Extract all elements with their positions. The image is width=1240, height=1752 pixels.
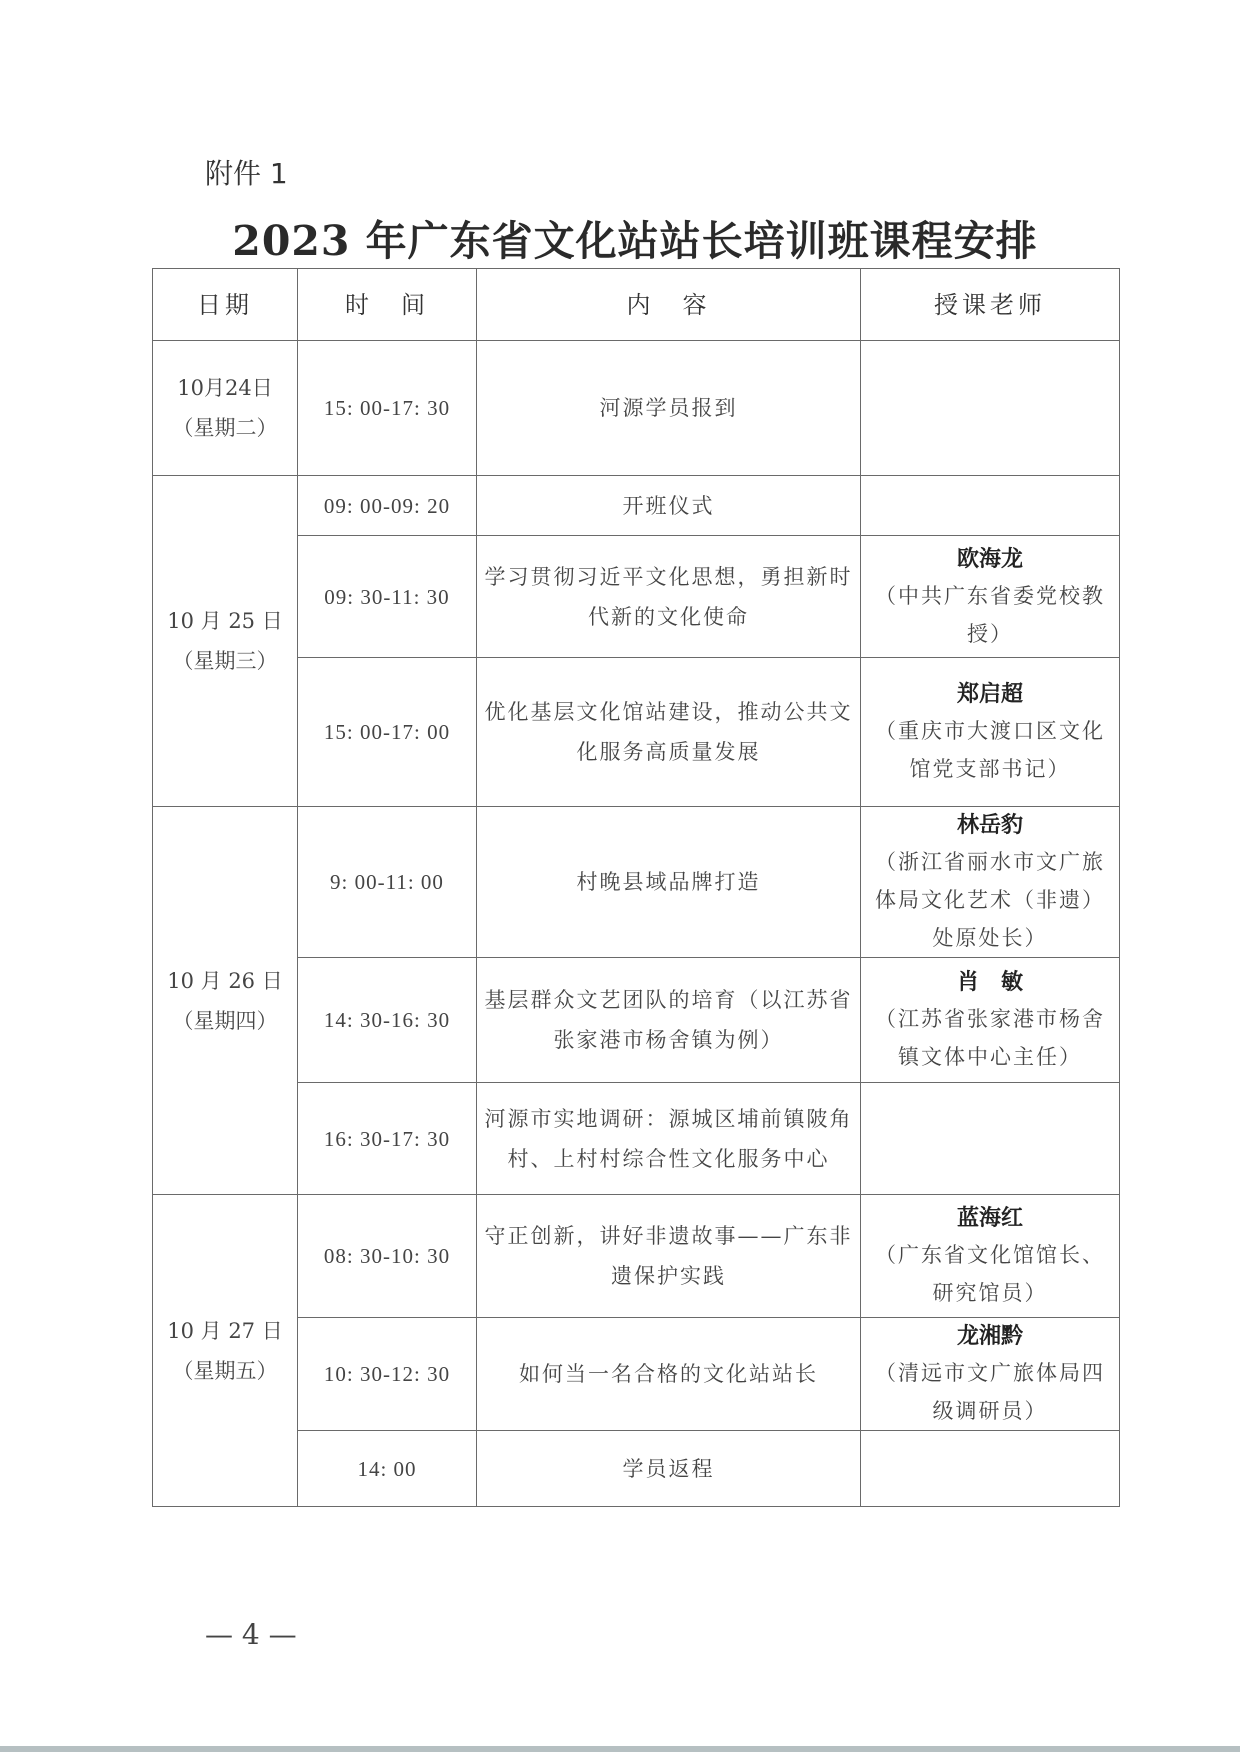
attachment-label: 附件 1 [205, 157, 288, 190]
content-cell: 学员返程 [477, 1431, 861, 1507]
table-row [153, 958, 1120, 1083]
table-row [153, 536, 1120, 658]
table-row [153, 476, 1120, 536]
teacher-cell [861, 341, 1120, 476]
time-cell: 10: 30-12: 30 [298, 1318, 477, 1431]
teacher-cell [861, 1195, 1120, 1318]
weekday: （星期二） [172, 416, 278, 440]
time-cell: 16: 30-17: 30 [298, 1083, 477, 1195]
table-row [153, 341, 1120, 476]
time-cell: 09: 00-09: 20 [298, 476, 477, 536]
table-row [153, 1083, 1120, 1195]
teacher-name: 郑启超 [956, 681, 1023, 707]
content-cell: 守正创新，讲好非遗故事——广东非遗保护实践 [477, 1195, 861, 1318]
content-cell: 优化基层文化馆站建设，推动公共文化服务高质量发展 [477, 658, 861, 807]
date: 10 月 27 日 [167, 1318, 283, 1343]
teacher-cell [861, 1431, 1120, 1507]
teacher-name: 蓝海红 [956, 1205, 1023, 1231]
table-row [153, 1431, 1120, 1507]
schedule-table [152, 268, 1120, 1507]
scan-edge-divider [0, 1746, 1240, 1752]
header-teacher: 授课老师 [861, 269, 1120, 341]
time-cell: 15: 00-17: 00 [298, 658, 477, 807]
weekday: （星期三） [172, 649, 278, 673]
teacher-cell [861, 1318, 1120, 1431]
teacher-org: （重庆市大渡口区文化馆党支部书记） [875, 719, 1105, 781]
date-cell [153, 1195, 298, 1507]
table-header-row [153, 269, 1120, 341]
date: 10 月 26 日 [167, 968, 283, 993]
page-number: — 4 — [205, 1618, 297, 1651]
table-row [153, 658, 1120, 807]
time-cell: 9: 00-11: 00 [298, 807, 477, 958]
table-row [153, 807, 1120, 958]
content-cell: 基层群众文艺团队的培育（以江苏省张家港市杨舍镇为例） [477, 958, 861, 1083]
date-cell [153, 807, 298, 1195]
teacher-name: 林岳豹 [956, 812, 1023, 838]
document-title: 2023 年广东省文化站站长培训班课程安排 [232, 217, 1038, 265]
teacher-org: （中共广东省委党校教授） [875, 583, 1105, 646]
table-row [153, 1318, 1120, 1431]
teacher-name: 欧海龙 [956, 545, 1023, 572]
weekday: （星期五） [172, 1358, 278, 1383]
content-cell: 村晚县域品牌打造 [477, 807, 861, 958]
teacher-org: （清远市文广旅体局四级调研员） [875, 1361, 1105, 1423]
teacher-org: （江苏省张家港市杨舍镇文体中心主任） [875, 1007, 1105, 1069]
teacher-cell [861, 536, 1120, 658]
content-cell: 河源市实地调研：源城区埔前镇陂角村、上村村综合性文化服务中心 [477, 1083, 861, 1195]
date: 10 月 25 日 [167, 609, 283, 633]
date-cell [153, 341, 298, 476]
teacher-name: 龙湘黔 [956, 1323, 1023, 1349]
time-cell: 09: 30-11: 30 [298, 536, 477, 658]
header-time: 时 间 [298, 269, 477, 341]
teacher-cell [861, 958, 1120, 1083]
content-cell: 河源学员报到 [477, 341, 861, 476]
content-cell: 学习贯彻习近平文化思想，勇担新时代新的文化使命 [477, 536, 861, 658]
teacher-name: 肖 敏 [956, 969, 1023, 995]
content-cell: 如何当一名合格的文化站站长 [477, 1318, 861, 1431]
header-content: 内 容 [477, 269, 861, 341]
teacher-org: （广东省文化馆馆长、研究馆员） [875, 1243, 1105, 1305]
table-row [153, 1195, 1120, 1318]
date: 10月24日 [177, 376, 273, 400]
teacher-org: （浙江省丽水市文广旅体局文化艺术（非遗）处原处长） [875, 850, 1105, 950]
teacher-cell [861, 807, 1120, 958]
date-cell [153, 476, 298, 807]
header-date: 日期 [153, 269, 298, 341]
teacher-cell [861, 1083, 1120, 1195]
time-cell: 15: 00-17: 30 [298, 341, 477, 476]
time-cell: 14: 00 [298, 1431, 477, 1507]
teacher-cell [861, 476, 1120, 536]
weekday: （星期四） [172, 1008, 278, 1033]
content-cell: 开班仪式 [477, 476, 861, 536]
teacher-cell [861, 658, 1120, 807]
time-cell: 08: 30-10: 30 [298, 1195, 477, 1318]
time-cell: 14: 30-16: 30 [298, 958, 477, 1083]
